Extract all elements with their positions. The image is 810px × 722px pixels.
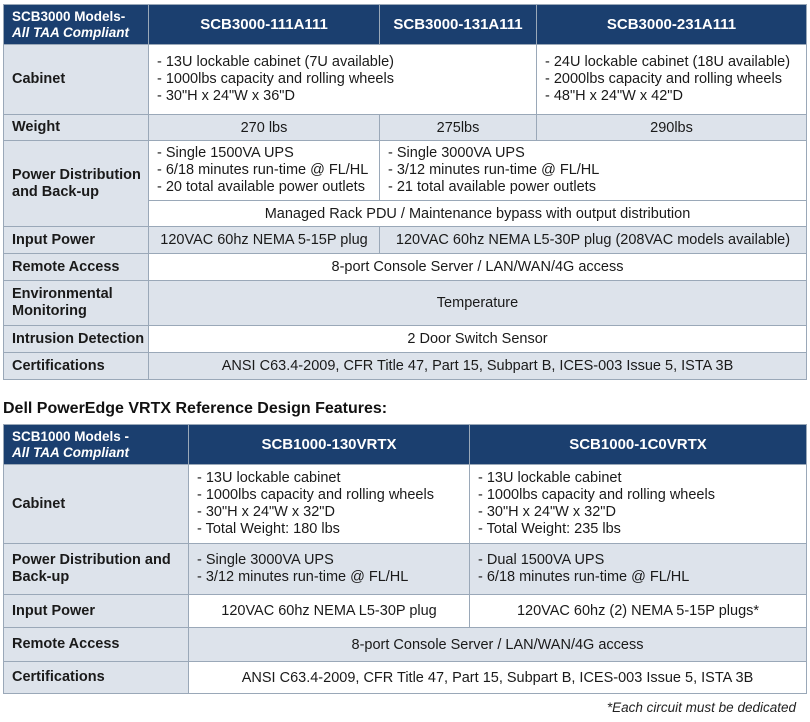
spec-line: - 21 total available power outlets <box>388 179 596 195</box>
corner-subtitle: All TAA Compliant <box>12 24 129 40</box>
spec-line: - 20 total available power outlets <box>157 179 365 195</box>
spec-line: - 2000lbs capacity and rolling wheels <box>545 71 782 87</box>
power-spec-1 <box>149 141 380 201</box>
power-spec-2 <box>380 141 807 201</box>
spec-line: - 13U lockable cabinet (7U available) <box>157 54 394 70</box>
corner-subtitle: All TAA Compliant <box>12 444 129 460</box>
row-label-input-power: Input Power <box>4 595 189 628</box>
model-header-2: SCB1000-1C0VRTX <box>470 425 807 465</box>
spec-line: - Total Weight: 235 lbs <box>478 521 621 537</box>
scb3000-spec-table <box>3 4 807 380</box>
power-shared-spec: Managed Rack PDU / Maintenance bypass with output distribution <box>149 201 807 227</box>
row-label-certifications: Certifications <box>4 662 189 694</box>
spec-line: - 13U lockable cabinet <box>478 470 622 486</box>
footnote: *Each circuit must be dedicated <box>606 700 796 715</box>
row-label-input-power: Input Power <box>4 227 149 254</box>
spec-line: - Single 3000VA UPS <box>197 552 334 568</box>
cabinet-spec-large <box>537 45 807 115</box>
weight-value-1: 270 lbs <box>149 115 380 141</box>
model-header-2: SCB3000-131A111 <box>380 5 537 45</box>
spec-line: - Total Weight: 180 lbs <box>197 521 340 537</box>
environmental-value: Temperature <box>149 281 807 326</box>
scb3000-corner-header <box>4 5 149 45</box>
spec-line: - 1000lbs capacity and rolling wheels <box>157 71 394 87</box>
row-label-cabinet: Cabinet <box>4 465 189 544</box>
spec-line: - 30"H x 24"W x 32"D <box>478 504 616 520</box>
row-label-weight: Weight <box>4 115 149 141</box>
power-spec-1 <box>189 544 470 595</box>
spec-line: - 1000lbs capacity and rolling wheels <box>478 487 715 503</box>
cabinet-spec-1 <box>189 465 470 544</box>
spec-line: - 1000lbs capacity and rolling wheels <box>197 487 434 503</box>
section-title: Dell PowerEdge VRTX Reference Design Features: <box>3 400 388 417</box>
remote-access-value: 8-port Console Server / LAN/WAN/4G access <box>149 254 807 281</box>
spec-line: - 30"H x 24"W x 32"D <box>197 504 335 520</box>
row-label-environmental: Environmental Monitoring <box>4 281 149 326</box>
row-label-remote-access: Remote Access <box>4 254 149 281</box>
weight-value-3: 290lbs <box>537 115 807 141</box>
spec-line: - Single 1500VA UPS <box>157 145 294 161</box>
spec-line: - 6/18 minutes run-time @ FL/HL <box>157 162 369 178</box>
spec-line: - 3/12 minutes run-time @ FL/HL <box>197 569 409 585</box>
remote-access-value: 8-port Console Server / LAN/WAN/4G access <box>189 628 807 662</box>
corner-title: SCB1000 Models - <box>12 428 130 444</box>
row-label-certifications: Certifications <box>4 353 149 380</box>
certifications-value: ANSI C63.4-2009, CFR Title 47, Part 15, Subpart B, ICES-003 Issue 5, ISTA 3B <box>149 353 807 380</box>
spec-line: - 13U lockable cabinet <box>197 470 341 486</box>
weight-value-2: 275lbs <box>380 115 537 141</box>
row-label-remote-access: Remote Access <box>4 628 189 662</box>
spec-line: - 3/12 minutes run-time @ FL/HL <box>388 162 600 178</box>
model-header-3: SCB3000-231A111 <box>537 5 807 45</box>
spec-line: - 48"H x 24"W x 42"D <box>545 88 683 104</box>
intrusion-value: 2 Door Switch Sensor <box>149 326 807 353</box>
row-label-power: Power Distribution and Back-up <box>4 544 189 595</box>
power-spec-2 <box>470 544 807 595</box>
corner-title: SCB3000 Models- <box>12 8 126 24</box>
row-label-cabinet: Cabinet <box>4 45 149 115</box>
input-power-2: 120VAC 60hz (2) NEMA 5-15P plugs* <box>470 595 807 628</box>
model-header-1: SCB3000-111A111 <box>149 5 380 45</box>
input-power-1: 120VAC 60hz NEMA L5-30P plug <box>189 595 470 628</box>
input-power-1: 120VAC 60hz NEMA 5-15P plug <box>149 227 380 254</box>
model-header-1: SCB1000-130VRTX <box>189 425 470 465</box>
scb1000-corner-header <box>4 425 189 465</box>
spec-line: - Single 3000VA UPS <box>388 145 525 161</box>
row-label-power: Power Distribution and Back-up <box>4 141 149 227</box>
spec-line: - 30"H x 24"W x 36"D <box>157 88 295 104</box>
scb1000-spec-table <box>3 424 807 694</box>
spec-line: - 24U lockable cabinet (18U available) <box>545 54 791 70</box>
row-label-intrusion: Intrusion Detection <box>4 326 149 353</box>
spec-line: - Dual 1500VA UPS <box>478 552 605 568</box>
spec-line: - 6/18 minutes run-time @ FL/HL <box>478 569 690 585</box>
cabinet-spec-small <box>149 45 537 115</box>
cabinet-spec-2 <box>470 465 807 544</box>
certifications-value: ANSI C63.4-2009, CFR Title 47, Part 15, Subpart B, ICES-003 Issue 5, ISTA 3B <box>189 662 807 694</box>
input-power-2: 120VAC 60hz NEMA L5-30P plug (208VAC models available) <box>380 227 807 254</box>
